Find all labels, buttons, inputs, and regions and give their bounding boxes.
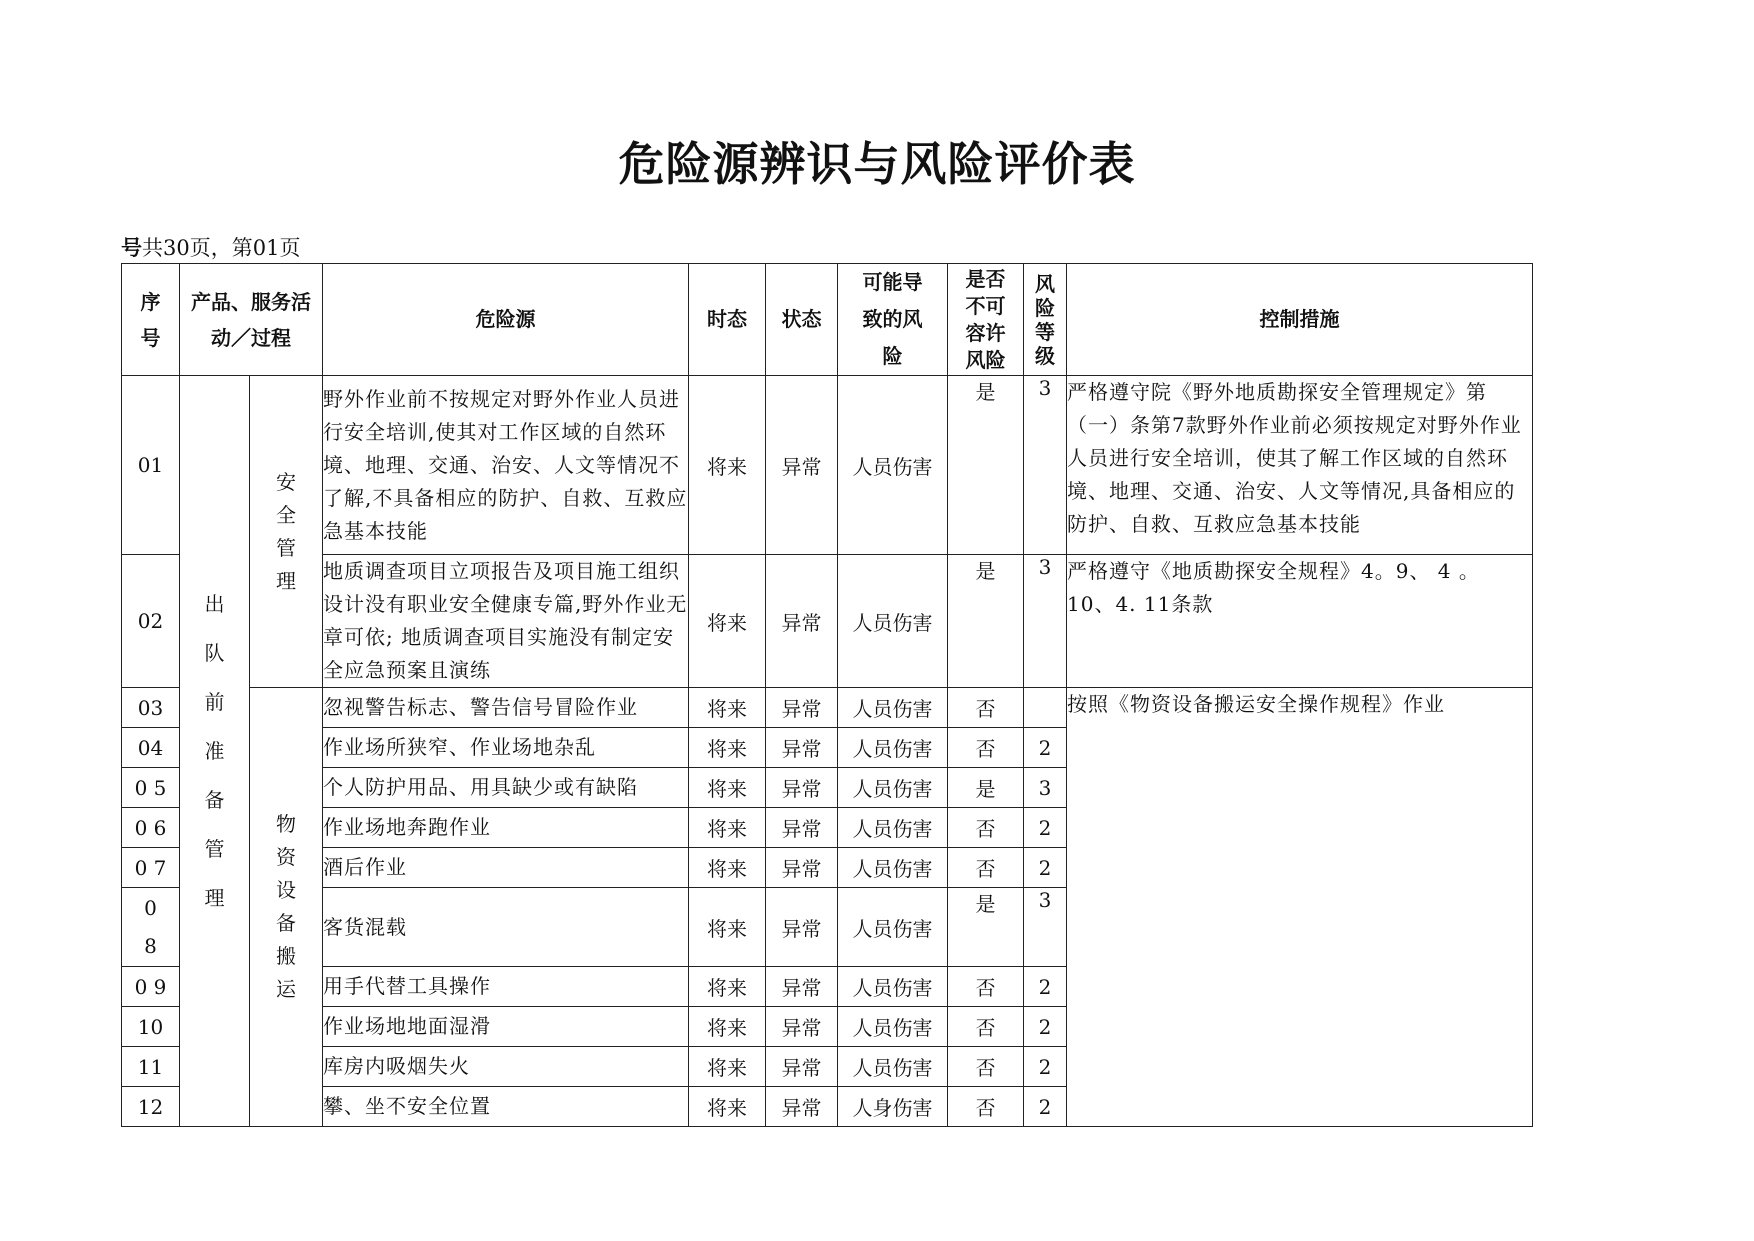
header-tense: 时态 <box>689 264 766 376</box>
row-level: 3 <box>1024 376 1067 555</box>
row-hazard: 忽视警告标志、警告信号冒险作业 <box>323 688 689 728</box>
row-intolerable: 是 <box>948 768 1024 808</box>
row-intolerable: 否 <box>948 688 1024 728</box>
row-risk: 人员伤害 <box>838 808 948 848</box>
row-risk: 人员伤害 <box>838 555 948 688</box>
row-intolerable: 是 <box>948 555 1024 688</box>
row-risk: 人员伤害 <box>838 1047 948 1087</box>
row-seq: 0 6 <box>122 808 180 848</box>
row-hazard: 作业场地地面湿滑 <box>323 1007 689 1047</box>
row-state: 异常 <box>766 768 838 808</box>
row-tense: 将来 <box>689 1047 766 1087</box>
row-intolerable: 否 <box>948 1047 1024 1087</box>
row-tense: 将来 <box>689 967 766 1007</box>
row-level: 2 <box>1024 1087 1067 1127</box>
page-info <box>121 232 300 262</box>
row-risk: 人员伤害 <box>838 376 948 555</box>
row-state: 异常 <box>766 967 838 1007</box>
header-intolerable: 是否不可容许风险 <box>948 264 1024 376</box>
row-seq: 0 9 <box>122 967 180 1007</box>
row-state: 异常 <box>766 1087 838 1127</box>
group-material: 物资设备搬运 <box>250 688 323 1127</box>
row-risk: 人员伤害 <box>838 888 948 967</box>
header-activity: 产品、服务活动／过程 <box>180 264 323 376</box>
row-hazard: 用手代替工具操作 <box>323 967 689 1007</box>
row-risk: 人员伤害 <box>838 768 948 808</box>
row-level: 2 <box>1024 1047 1067 1087</box>
row-intolerable: 否 <box>948 1087 1024 1127</box>
row-tense: 将来 <box>689 848 766 888</box>
header-level: 风险等级 <box>1024 264 1067 376</box>
row-seq: 01 <box>122 376 180 555</box>
row-hazard: 酒后作业 <box>323 848 689 888</box>
row-state: 异常 <box>766 848 838 888</box>
row-hazard: 个人防护用品、用具缺少或有缺陷 <box>323 768 689 808</box>
row-tense: 将来 <box>689 688 766 728</box>
row-seq: 11 <box>122 1047 180 1087</box>
row-intolerable: 否 <box>948 967 1024 1007</box>
row-level: 2 <box>1024 728 1067 768</box>
header-seq: 序号 <box>122 264 180 376</box>
row-state: 异常 <box>766 688 838 728</box>
row-risk: 人员伤害 <box>838 848 948 888</box>
group-main: 出队前准备管理 <box>180 376 250 1127</box>
table-row <box>122 376 1533 555</box>
row-tense: 将来 <box>689 555 766 688</box>
row-risk: 人员伤害 <box>838 1007 948 1047</box>
row-tense: 将来 <box>689 376 766 555</box>
row-state: 异常 <box>766 888 838 967</box>
row-risk: 人员伤害 <box>838 967 948 1007</box>
header-state: 状态 <box>766 264 838 376</box>
row-seq: 03 <box>122 688 180 728</box>
row-hazard: 地质调查项目立项报告及项目施工组织设计没有职业安全健康专篇,野外作业无章可依; 地质调查项目实施没有制定安全应急预案且演练 <box>323 555 689 688</box>
material-control: 按照《物资设备搬运安全操作规程》作业 <box>1067 688 1533 1127</box>
row-tense: 将来 <box>689 768 766 808</box>
header-risk: 可能导致的风险 <box>838 264 948 376</box>
header-row <box>122 264 1533 376</box>
row-intolerable: 否 <box>948 1007 1024 1047</box>
row-state: 异常 <box>766 1047 838 1087</box>
row-level <box>1024 688 1067 728</box>
row-seq: 0 7 <box>122 848 180 888</box>
row-hazard: 库房内吸烟失火 <box>323 1047 689 1087</box>
row-seq: 08 <box>122 888 180 967</box>
row-tense: 将来 <box>689 1007 766 1047</box>
row-hazard: 野外作业前不按规定对野外作业人员进行安全培训,使其对工作区域的自然环境、地理、交通、治安、人文等情况不了解,不具备相应的防护、自救、互救应急基本技能 <box>323 376 689 555</box>
row-state: 异常 <box>766 555 838 688</box>
row-hazard: 作业场所狭窄、作业场地杂乱 <box>323 728 689 768</box>
row-risk: 人员伤害 <box>838 728 948 768</box>
table-row <box>122 688 1533 728</box>
row-state: 异常 <box>766 808 838 848</box>
row-tense: 将来 <box>689 808 766 848</box>
row-intolerable: 否 <box>948 848 1024 888</box>
row-level: 2 <box>1024 1007 1067 1047</box>
row-hazard: 作业场地奔跑作业 <box>323 808 689 848</box>
row-tense: 将来 <box>689 728 766 768</box>
row-tense: 将来 <box>689 888 766 967</box>
row-level: 3 <box>1024 768 1067 808</box>
row-state: 异常 <box>766 728 838 768</box>
row-intolerable: 否 <box>948 808 1024 848</box>
page-info-text: 共30页，第01页 <box>142 236 301 260</box>
page-title: 危险源辨识与风险评价表 <box>618 137 1136 191</box>
row-intolerable: 否 <box>948 728 1024 768</box>
row-seq: 10 <box>122 1007 180 1047</box>
header-control: 控制措施 <box>1067 264 1533 376</box>
row-hazard: 攀、坐不安全位置 <box>323 1087 689 1127</box>
row-control: 严格遵守院《野外地质勘探安全管理规定》第（一）条第7款野外作业前必须按规定对野外作业人员进行安全培训，使其了解工作区域的自然环境、地理、交通、治安、人文等情况,具备相应的防护、自救、互救应急基本技能 <box>1067 376 1533 555</box>
row-risk: 人身伤害 <box>838 1087 948 1127</box>
row-seq: 0 5 <box>122 768 180 808</box>
row-seq: 02 <box>122 555 180 688</box>
table-row <box>122 555 1533 688</box>
row-hazard: 客货混载 <box>323 888 689 967</box>
row-intolerable: 是 <box>948 376 1024 555</box>
row-level: 2 <box>1024 848 1067 888</box>
group-safety: 安全管理 <box>250 376 323 688</box>
row-seq: 04 <box>122 728 180 768</box>
row-level: 3 <box>1024 888 1067 967</box>
risk-table <box>121 263 1533 1127</box>
row-level: 2 <box>1024 808 1067 848</box>
row-state: 异常 <box>766 376 838 555</box>
row-seq: 12 <box>122 1087 180 1127</box>
row-level: 3 <box>1024 555 1067 688</box>
page-info-prefix: 号 <box>121 236 142 260</box>
row-level: 2 <box>1024 967 1067 1007</box>
row-intolerable: 是 <box>948 888 1024 967</box>
row-tense: 将来 <box>689 1087 766 1127</box>
row-risk: 人员伤害 <box>838 688 948 728</box>
row-control: 严格遵守《地质勘探安全规程》4。9、 4 。 10、4. 11条款 <box>1067 555 1533 688</box>
header-hazard: 危险源 <box>323 264 689 376</box>
row-state: 异常 <box>766 1007 838 1047</box>
